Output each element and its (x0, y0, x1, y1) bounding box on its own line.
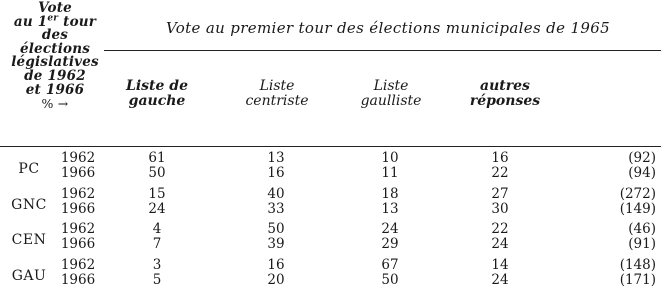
stub-header-line: des (41, 27, 69, 44)
value-cell: 15 (148, 185, 166, 202)
value-cell: 24 (381, 221, 399, 237)
table-row (0, 237, 661, 252)
value-cell: 29 (381, 236, 399, 252)
year-cell: 1966 (60, 271, 96, 288)
count-cell: (171) (619, 271, 656, 288)
table-row (0, 273, 661, 288)
stub-header-line: Vote (38, 0, 72, 16)
value-cell: 50 (148, 165, 166, 181)
value-cell: 50 (267, 221, 285, 237)
year-cell: 1962 (60, 256, 96, 273)
column-header-line: réponses (469, 93, 541, 109)
stub-header-line: élections (19, 40, 91, 57)
column-header-line: gauche (128, 93, 186, 109)
value-cell: 20 (267, 271, 285, 288)
value-cell: 10 (381, 150, 399, 166)
value-cell: 50 (381, 271, 399, 288)
value-cell: 13 (267, 150, 285, 166)
column-header-line: centriste (245, 93, 309, 109)
stub-header-line: et 1966 (25, 81, 85, 98)
value-cell: 14 (491, 256, 509, 273)
party-name: GAU (11, 267, 47, 284)
table-row (0, 187, 661, 202)
column-header-liste-centriste (222, 79, 332, 109)
value-cell: 11 (381, 165, 399, 181)
party-name: PC (18, 161, 40, 177)
column-header-liste-de-gauche (102, 79, 212, 109)
value-cell: 22 (491, 165, 509, 181)
table-row (0, 202, 661, 217)
column-header-line: Liste (259, 78, 295, 94)
value-cell: 7 (152, 236, 162, 252)
count-cell: (94) (628, 165, 656, 181)
stub-header-line: de 1962 (24, 67, 86, 84)
value-cell: 30 (491, 200, 509, 217)
value-cell: 22 (491, 221, 509, 237)
count-cell: (92) (628, 150, 656, 166)
party-name: CEN (11, 232, 47, 248)
stub-header (0, 2, 110, 111)
table-body (0, 151, 661, 293)
value-cell: 24 (491, 236, 509, 252)
column-header-line: gaulliste (360, 93, 422, 109)
year-cell: 1962 (60, 221, 96, 237)
year-cell: 1966 (60, 165, 96, 181)
header-rule (104, 50, 661, 51)
value-cell: 16 (267, 165, 285, 181)
table-row (0, 222, 661, 237)
value-cell: 13 (381, 200, 399, 217)
party-name: GNC (11, 196, 47, 213)
count-cell: (91) (628, 236, 656, 252)
value-cell: 40 (267, 185, 285, 202)
column-header-autres-reponses (450, 79, 560, 109)
column-header-liste-gaulliste (336, 79, 446, 109)
count-cell: (149) (619, 200, 656, 217)
count-cell: (46) (628, 221, 656, 237)
value-cell: 24 (148, 200, 166, 217)
value-cell: 24 (491, 271, 509, 288)
column-header-line: autres (480, 78, 530, 94)
year-cell: 1966 (60, 236, 96, 252)
party-block (0, 258, 661, 294)
value-cell: 33 (267, 200, 285, 217)
year-cell: 1966 (60, 200, 96, 217)
body-rule (0, 146, 661, 147)
value-cell: 16 (491, 150, 509, 166)
value-cell: 67 (381, 256, 399, 273)
value-cell: 27 (491, 185, 509, 202)
value-cell: 39 (267, 236, 285, 252)
table-row (0, 151, 661, 166)
table-row (0, 258, 661, 273)
value-cell: 3 (152, 256, 162, 273)
year-cell: 1962 (60, 185, 96, 202)
table-title: Vote au premier tour des élections municipales de 1965 (165, 19, 611, 37)
column-header-line: Liste (373, 78, 409, 94)
value-cell: 4 (152, 221, 162, 237)
stub-header-line: législatives (11, 54, 99, 71)
count-cell: (148) (619, 256, 656, 273)
table-row (0, 166, 661, 181)
count-cell: (272) (619, 185, 656, 202)
stub-header-percent-arrow: % → (41, 96, 69, 112)
value-cell: 5 (152, 271, 162, 288)
stub-header-line: au 1er tour (13, 13, 97, 30)
value-cell: 16 (267, 256, 285, 273)
party-block (0, 222, 661, 258)
party-block (0, 151, 661, 187)
year-cell: 1962 (60, 150, 96, 166)
column-header-line: Liste de (126, 78, 188, 94)
value-cell: 18 (381, 185, 399, 202)
party-block (0, 187, 661, 223)
value-cell: 61 (148, 150, 166, 166)
